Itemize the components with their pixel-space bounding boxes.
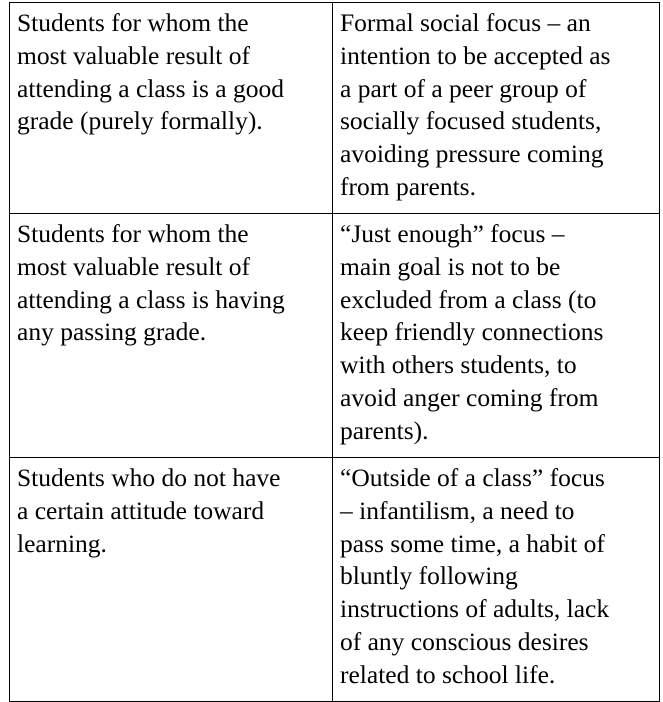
student-group-cell: Students for whom the most valuable result of attending a class is having any passing grade. [10,214,333,458]
student-focus-table [9,2,660,702]
table-row [10,458,660,702]
table-row [10,214,660,458]
table-row [10,3,660,214]
focus-description-cell: Formal social focus – an intention to be accepted as a part of a peer group of socially focused students, avoiding pressure coming from parents. [333,3,660,214]
student-group-cell: Students for whom the most valuable result of attending a class is a good grade (purely formally). [10,3,333,214]
focus-description-cell: “Just enough” focus – main goal is not to be excluded from a class (to keep friendly connections with others students, to avoid anger coming from parents). [333,214,660,458]
focus-description-cell: “Outside of a class” focus – infantilism, a need to pass some time, a habit of bluntly following instructions of adults, lack of any conscious desires related to school life. [333,458,660,702]
student-group-cell: Students who do not have a certain attitude toward learning. [10,458,333,702]
